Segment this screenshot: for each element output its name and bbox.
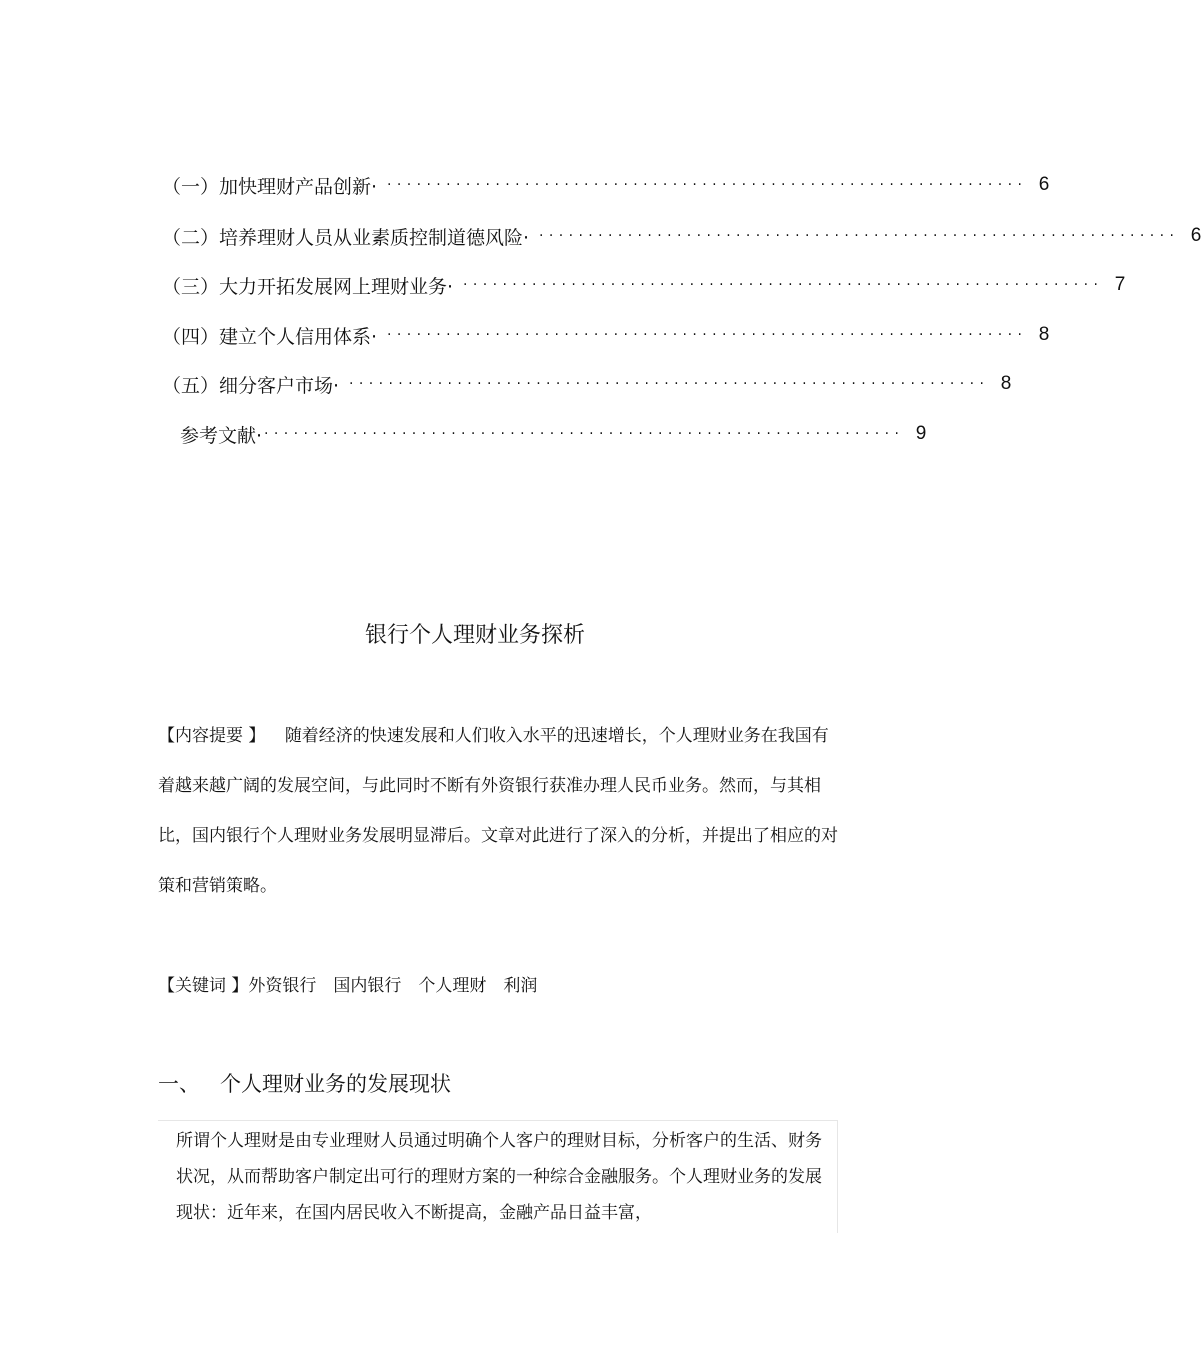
document-title: 银行个人理财业务探析 [364,623,585,648]
toc-leader-dots: ································································· [387,327,1028,343]
toc-entry-label: 参考文献· [180,424,263,447]
section-heading [158,1068,451,1098]
keywords [158,961,838,1011]
abstract-text: 随着经济的快速发展和人们收入水平的迅速增长，个人理财业务在我国有着越来越广阔的发展空间，与此同时不断有外资银行获准办理人民币业务。然而，与其相比，国内银行个人理财业务发展明显滞后。文章对此进行了深入的分析，并提出了相应的对策和营销策略。 [158,726,838,896]
toc-leader-dots: ································································· [264,426,905,442]
section-body [158,1120,838,1233]
toc-page-number: 7 [1114,274,1126,295]
body-paragraph: 所谓个人理财是由专业理财人员通过明确个人客户的理财目标，分析客户的生活、财务状况，从而帮助客户制定出可行的理财方案的一种综合金融服务。个人理财业务的发展现状：近年来，在国内居民收入不断提高，金融产品日益丰富， [176,1131,822,1223]
toc-entry[interactable] [162,270,1126,300]
toc-page-number: 8 [1038,324,1050,345]
toc-leader-dots: ································································· [463,277,1104,293]
toc-page-number: 6 [1038,174,1050,195]
toc-page-number: 9 [915,423,927,444]
toc-entry-label: （四）建立个人信用体系· [162,325,378,348]
abstract-label: 【内容提要 】 [158,726,266,746]
toc-entry[interactable] [162,170,1050,200]
toc-entry-label: （一）加快理财产品创新· [162,175,378,198]
section-title: 个人理财业务的发展现状 [220,1072,451,1096]
toc-leader-dots: ································································· [387,177,1028,193]
section-number: 一、 [158,1072,200,1096]
toc-entry[interactable] [162,221,1201,251]
toc-page-number: 8 [1000,373,1012,394]
toc-entry-label: （五）细分客户市场· [162,374,340,397]
toc-page-number: 6 [1190,225,1201,246]
toc-entry[interactable] [162,369,1012,399]
keywords-text: 外资银行 国内银行 个人理财 利润 [248,976,538,996]
abstract [158,711,838,911]
toc-entry-label: （三）大力开拓发展网上理财业务· [162,275,454,298]
toc-entry[interactable] [162,320,1050,350]
toc-leader-dots: ································································· [349,376,990,392]
toc-leader-dots: ································································· [539,228,1180,244]
toc-entry-references[interactable] [180,419,927,449]
keywords-label: 【关键词 】 [158,976,249,996]
toc-entry-label: （二）培养理财人员从业素质控制道德风险· [162,226,530,249]
